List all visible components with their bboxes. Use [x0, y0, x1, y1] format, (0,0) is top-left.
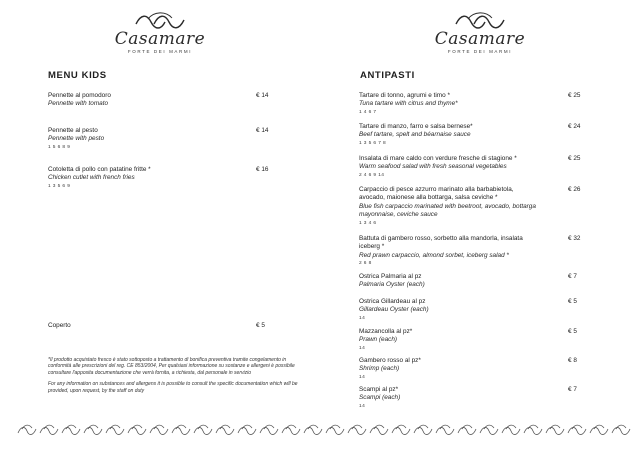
menu-item	[359, 92, 615, 116]
allergen-notes	[48, 357, 303, 399]
menu-item	[359, 123, 615, 147]
allergen-codes: 14	[359, 403, 366, 409]
item-name: Battuta di gambero rosso, sorbetto alla mandorla, insalata iceberg *	[359, 235, 523, 251]
item-price: € 7	[568, 386, 577, 393]
menu-item	[359, 328, 615, 352]
item-translation: Scampi (each)	[359, 394, 401, 402]
item-name: Scampi al pz*	[359, 386, 399, 393]
menu-item	[359, 155, 615, 179]
item-price: € 32	[568, 235, 581, 242]
item-price: € 25	[568, 155, 581, 162]
brand-location: FORTE DEI MARMI	[127, 49, 193, 54]
item-name: Carpaccio di pesce azzurro marinato alla barbabietola, avocado, maionese alla bottarga, salsa ceviche *	[359, 186, 514, 202]
wave-border-icon	[0, 420, 640, 440]
item-name: Gambero rosso al pz*	[359, 357, 421, 364]
brand-logo	[420, 10, 540, 54]
item-price: € 25	[568, 92, 581, 99]
item-price: € 8	[568, 357, 577, 364]
item-translation: Gillardeau Oyster (each)	[359, 306, 429, 314]
note-english: For any information on substances and allergens it is possible to consult the specific documentation which will be provided, upon request, by the staff on duty	[48, 381, 298, 394]
menu-item	[359, 186, 615, 227]
allergen-codes: 1 4 6 7	[359, 109, 377, 115]
item-translation: Shrimp (each)	[359, 365, 400, 373]
brand-logo	[100, 10, 220, 54]
item-name: Tartare di tonno, agrumi e timo *	[359, 92, 450, 99]
allergen-codes: 14	[359, 345, 366, 351]
allergen-codes: 1 3 5 6 9	[48, 183, 71, 189]
menu-item	[359, 386, 615, 410]
allergen-codes: 1 3 4 6	[359, 220, 377, 226]
item-price: € 24	[568, 123, 581, 130]
item-translation: Blue fish carpaccio marinated with beetroot, avocado, bottarga mayonnaise, ceviche sauce	[359, 202, 536, 219]
allergen-codes: 1 5 6 8 9	[48, 144, 71, 150]
menu-item	[48, 92, 298, 109]
menu-item	[359, 235, 615, 267]
item-name: Mazzancolla al pz*	[359, 328, 413, 335]
menu-item	[359, 273, 615, 290]
item-price: € 14	[256, 127, 269, 134]
allergen-codes: 2 4 6 9 14	[359, 172, 385, 178]
item-name: Ostrica Gillardeau al pz	[359, 298, 426, 305]
item-name: Tartare di manzo, farro e salsa bernese*	[359, 123, 473, 130]
item-translation: Red prawn carpaccio, almond sorbet, iceberg salad *	[359, 251, 509, 259]
item-translation: Chicken cutlet with french fries	[48, 174, 135, 182]
item-translation: Tuna tartare with citrus and thyme*	[359, 100, 458, 108]
right-page	[320, 0, 640, 452]
allergen-codes: 14	[359, 374, 366, 380]
item-translation: Beef tartare, spelt and béarnaise sauce	[359, 131, 471, 139]
brand-location: FORTE DEI MARMI	[447, 49, 513, 54]
brand-name: Casamare	[434, 29, 526, 49]
item-name: Insalata di mare caldo con verdure fresche di stagione *	[359, 155, 517, 162]
allergen-codes: 14	[359, 315, 366, 321]
item-name: Cotoletta di pollo con patatine fritte *	[48, 166, 151, 173]
item-name: Pennette al pomodoro	[48, 92, 111, 99]
item-translation: Pennette with pesto	[48, 135, 105, 143]
menu-item	[48, 166, 298, 190]
section-heading-menu-kids: MENU KIDS	[48, 70, 107, 81]
item-price: € 26	[568, 186, 581, 193]
item-translation: Palmaria Oyster (each)	[359, 281, 425, 289]
brand-name: Casamare	[114, 29, 206, 49]
item-price: € 5	[568, 328, 577, 335]
item-translation: Warm seafood salad with fresh seasonal vegetables	[359, 163, 507, 171]
item-name: Pennette al pesto	[48, 127, 98, 134]
allergen-codes: 1 3 5 6 7 8	[359, 140, 387, 146]
note-italian: *Il prodotto acquistato fresco è stato sottoposto a trattamento di bonifica preventiva tramite congelamento in conformità alle prescrizioni del reg. CE 853/2004, Per qualsiasi informazione su sostanze e allergeni è possibile consultare l'apposita documentazione che verrà fornita, a richiesta, dal personale in servizio	[48, 357, 295, 376]
menu-item	[359, 357, 615, 381]
coperto-row	[48, 322, 298, 330]
menu-item	[359, 298, 615, 322]
item-translation: Pennette with tomato	[48, 100, 109, 108]
item-name: Ostrica Palmaria al pz	[359, 273, 422, 280]
coperto-label: Coperto	[48, 322, 71, 329]
item-price: € 16	[256, 166, 269, 173]
item-price: € 7	[568, 273, 577, 280]
menu-item	[48, 127, 298, 151]
coperto-price: € 5	[256, 322, 265, 329]
section-heading-antipasti: ANTIPASTI	[360, 70, 415, 81]
item-price: € 5	[568, 298, 577, 305]
item-price: € 14	[256, 92, 269, 99]
allergen-codes: 2 6 8	[359, 261, 372, 267]
item-translation: Prawn (each)	[359, 336, 398, 344]
